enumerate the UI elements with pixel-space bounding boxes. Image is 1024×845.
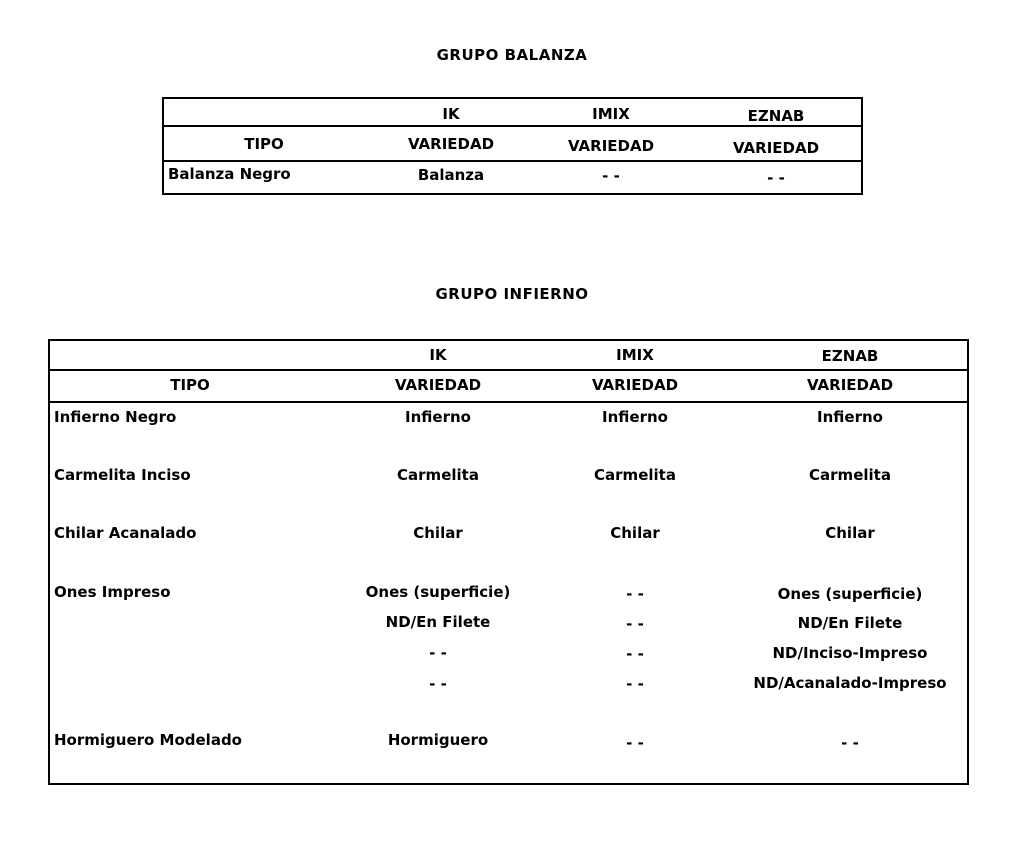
column-header-tipo: TIPO (244, 135, 284, 153)
table-cell-eznab: - - (841, 734, 859, 752)
table-cell-tipo: Ones Impreso (54, 583, 171, 601)
table-cell-ik: - - (429, 644, 447, 662)
table-cell-ik: Ones (superficie) (365, 583, 511, 601)
column-header-variedad: VARIEDAD (394, 376, 482, 394)
table-cell-eznab: ND/Acanalado-Impreso (753, 674, 947, 692)
table-divider (50, 369, 967, 371)
column-header-variedad: VARIEDAD (591, 376, 679, 394)
table-divider (164, 160, 861, 162)
table-cell-ik: - - (429, 675, 447, 693)
table-divider (164, 125, 861, 127)
column-header-tipo: TIPO (170, 376, 210, 394)
table-cell-imix: Infierno (602, 408, 668, 426)
column-group-ik: IK (442, 105, 460, 123)
table-1-title: GRUPO BALANZA (436, 46, 588, 64)
table-cell-eznab: Ones (superficie) (777, 585, 923, 603)
table-cell-ik: Hormiguero (387, 731, 489, 749)
table-cell-imix: - - (626, 645, 644, 663)
column-group-ik: IK (429, 346, 447, 364)
table-2-title: GRUPO INFIERNO (435, 285, 589, 303)
table-cell-eznab: Chilar (825, 524, 875, 542)
table-cell-ik: ND/En Filete (385, 613, 491, 631)
column-header-variedad: VARIEDAD (567, 137, 655, 155)
table-cell-imix: - - (626, 615, 644, 633)
table-cell-tipo: Hormiguero Modelado (54, 731, 242, 749)
table-balanza (162, 97, 863, 195)
column-header-variedad: VARIEDAD (732, 139, 820, 157)
table-cell-imix: - - (626, 585, 644, 603)
table-infierno (48, 339, 969, 785)
table-cell-imix: - - (626, 675, 644, 693)
table-cell-eznab: - - (767, 169, 785, 187)
table-cell-eznab: ND/En Filete (797, 614, 903, 632)
table-cell-imix: - - (602, 167, 620, 185)
table-cell-eznab: Infierno (817, 408, 883, 426)
table-cell-ik: Chilar (413, 524, 463, 542)
table-cell-ik: Infierno (405, 408, 471, 426)
column-group-imix: IMIX (592, 105, 630, 123)
table-cell-tipo: Carmelita Inciso (54, 466, 191, 484)
table-cell-imix: Carmelita (594, 466, 676, 484)
column-group-imix: IMIX (616, 346, 654, 364)
table-cell-tipo: Balanza Negro (168, 165, 291, 183)
column-group-eznab: EZNAB (821, 347, 879, 365)
table-cell-eznab: ND/Inciso-Impreso (772, 644, 928, 662)
table-cell-imix: Chilar (610, 524, 660, 542)
table-cell-eznab: Carmelita (809, 466, 891, 484)
table-cell-ik: Carmelita (397, 466, 479, 484)
column-header-variedad: VARIEDAD (806, 376, 894, 394)
table-cell-ik: Balanza (417, 166, 485, 184)
column-header-variedad: VARIEDAD (407, 135, 495, 153)
table-cell-tipo: Chilar Acanalado (54, 524, 197, 542)
table-cell-tipo: Infierno Negro (54, 408, 177, 426)
table-divider (50, 401, 967, 403)
column-group-eznab: EZNAB (747, 107, 805, 125)
table-cell-imix: - - (626, 734, 644, 752)
